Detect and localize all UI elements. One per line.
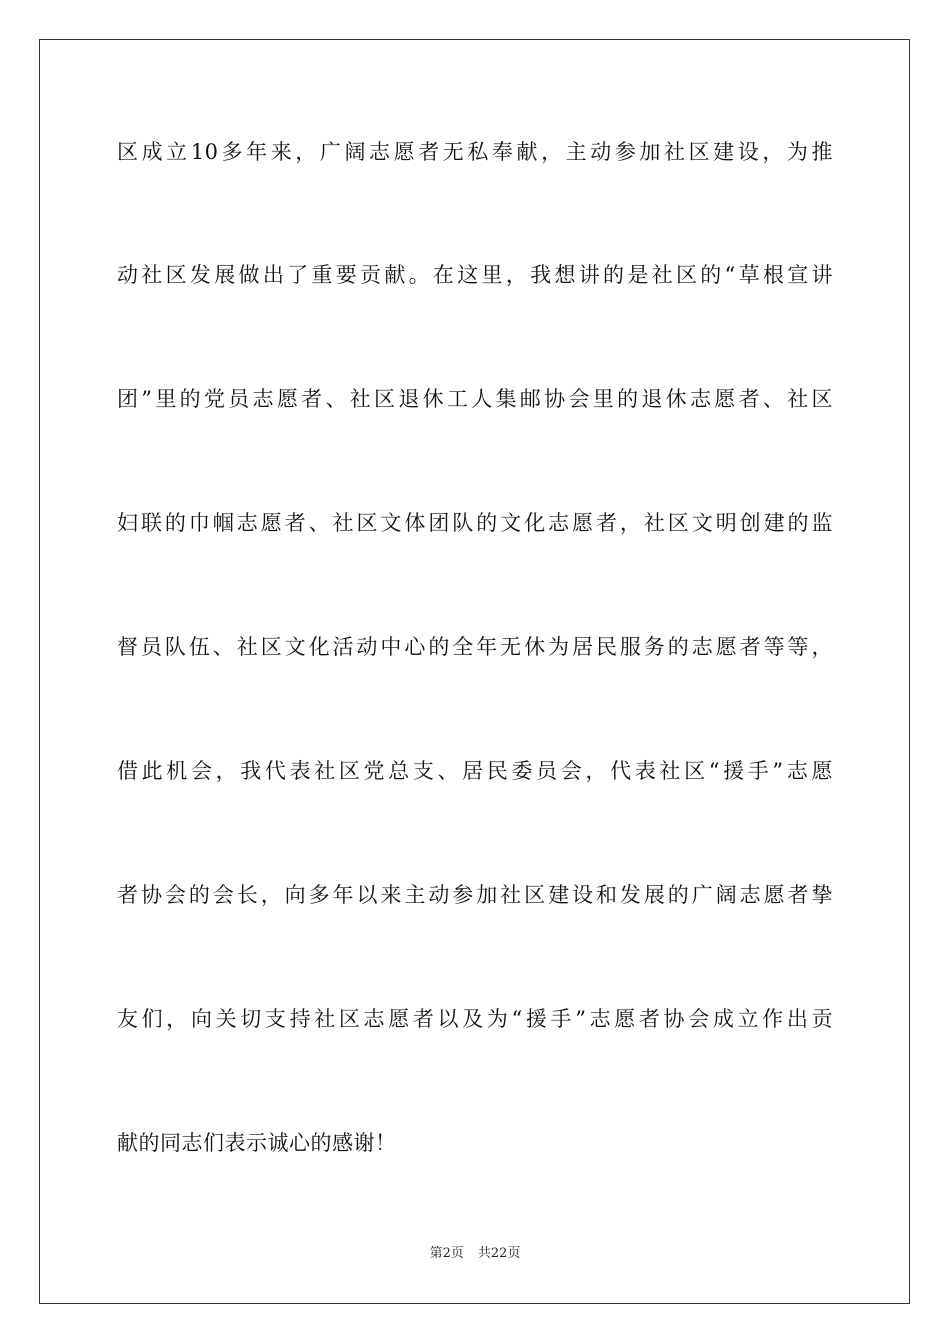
paragraph-line: 动社区发展做出了重要贡献。在这里，我想讲的是社区的“草根宣讲 <box>117 263 833 287</box>
paragraph-line: 团”里的党员志愿者、社区退休工人集邮协会里的退休志愿者、社区 <box>117 387 833 411</box>
paragraph-line: 区成立10多年来，广阔志愿者无私奉献，主动参加社区建设，为推 <box>117 140 833 164</box>
paragraph-line: 妇联的巾帼志愿者、社区文体团队的文化志愿者，社区文明创建的监 <box>117 511 833 535</box>
page-border <box>39 39 910 1304</box>
paragraph-line: 督员队伍、社区文化活动中心的全年无休为居民服务的志愿者等等， <box>117 635 833 659</box>
page-total: 共22页 <box>477 1246 521 1261</box>
page-number: 第2页 <box>429 1246 464 1261</box>
paragraph-line-last: 献的同志们表示诚心的感谢！ <box>117 1131 397 1155</box>
paragraph-line: 借此机会，我代表社区党总支、居民委员会，代表社区“援手”志愿 <box>117 759 833 783</box>
paragraph-line: 友们，向关切支持社区志愿者以及为“援手”志愿者协会成立作出贡 <box>117 1007 833 1031</box>
page-footer <box>0 1245 950 1263</box>
paragraph-line: 者协会的会长，向多年以来主动参加社区建设和发展的广阔志愿者挚 <box>117 883 833 907</box>
